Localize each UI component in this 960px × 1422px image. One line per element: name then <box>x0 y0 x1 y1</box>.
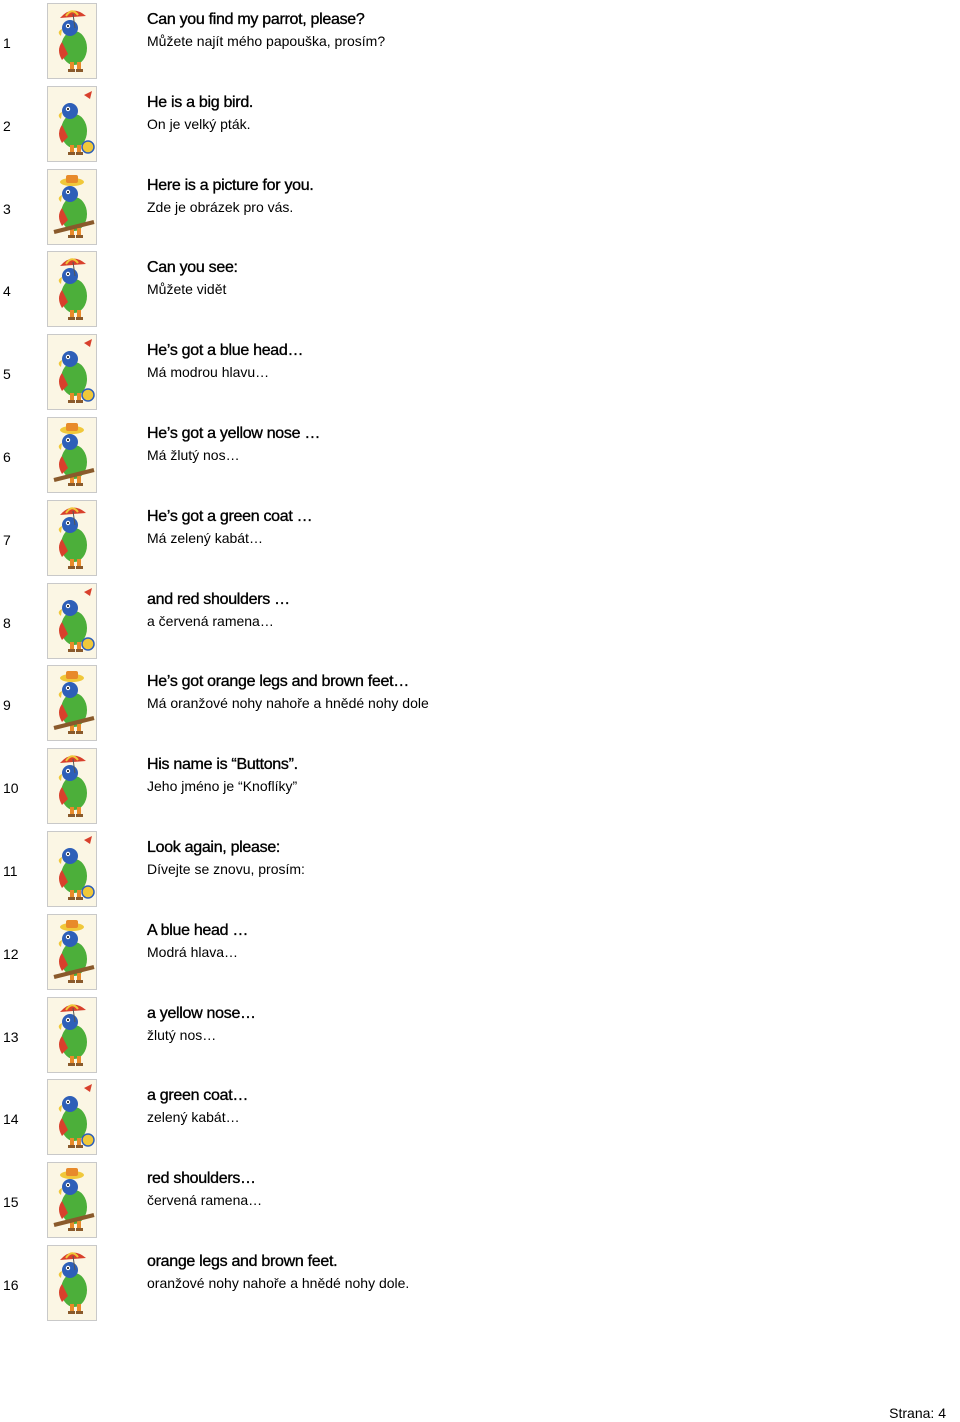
parrot-image <box>47 583 97 659</box>
english-phrase: orange legs and brown feet. <box>147 1253 338 1270</box>
czech-translation: Jeho jméno je “Knoflíky” <box>147 778 298 794</box>
parrot-image <box>47 3 97 79</box>
english-phrase: A blue head … <box>147 922 249 939</box>
parrot-icon <box>48 749 96 823</box>
phrase-row <box>0 1245 960 1325</box>
phrase-row <box>0 665 960 745</box>
english-phrase: He is a big bird. <box>147 94 254 111</box>
czech-translation: Má žlutý nos… <box>147 447 240 463</box>
phrase-row <box>0 1162 960 1242</box>
row-number: 16 <box>3 1277 19 1293</box>
parrot-image <box>47 334 97 410</box>
parrot-image <box>47 665 97 741</box>
row-number: 8 <box>3 615 11 631</box>
row-number: 15 <box>3 1194 19 1210</box>
czech-translation: Má oranžové nohy nahoře a hnědé nohy dole <box>147 695 429 711</box>
phrase-row <box>0 3 960 83</box>
english-phrase: and red shoulders … <box>147 591 290 608</box>
row-number: 7 <box>3 532 11 548</box>
row-number: 13 <box>3 1029 19 1045</box>
parrot-image <box>47 914 97 990</box>
phrase-row <box>0 1079 960 1159</box>
english-phrase: Can you find my parrot, please? <box>147 11 365 28</box>
row-number: 12 <box>3 946 19 962</box>
czech-translation: oranžové nohy nahoře a hnědé nohy dole. <box>147 1275 410 1291</box>
english-phrase: His name is “Buttons”. <box>147 756 298 773</box>
czech-translation: Modrá hlava… <box>147 944 239 960</box>
english-phrase: Can you see: <box>147 259 238 276</box>
row-number: 10 <box>3 780 19 796</box>
parrot-icon <box>48 252 96 326</box>
row-number: 11 <box>3 863 18 879</box>
phrase-row <box>0 86 960 166</box>
row-number: 3 <box>3 201 11 217</box>
parrot-image <box>47 251 97 327</box>
phrase-row <box>0 169 960 249</box>
parrot-icon <box>48 4 96 78</box>
parrot-image <box>47 500 97 576</box>
czech-translation: Má zelený kabát… <box>147 530 263 546</box>
phrase-row <box>0 831 960 911</box>
parrot-image <box>47 169 97 245</box>
czech-translation: Můžete najít mého papouška, prosím? <box>147 33 386 49</box>
phrase-row <box>0 417 960 497</box>
phrase-row <box>0 997 960 1077</box>
phrase-row <box>0 914 960 994</box>
parrot-icon <box>48 832 96 906</box>
english-phrase: Look again, please: <box>147 839 281 856</box>
phrase-row <box>0 748 960 828</box>
row-number: 14 <box>3 1111 19 1127</box>
czech-translation: Dívejte se znovu, prosím: <box>147 861 305 877</box>
parrot-image <box>47 1162 97 1238</box>
parrot-icon <box>48 1246 96 1320</box>
english-phrase: He’s got a yellow nose … <box>147 425 321 442</box>
parrot-icon <box>48 915 96 989</box>
czech-translation: a červená ramena… <box>147 613 274 629</box>
english-phrase: a yellow nose… <box>147 1005 256 1022</box>
parrot-icon <box>48 1080 96 1154</box>
row-number: 2 <box>3 118 11 134</box>
row-number: 9 <box>3 697 11 713</box>
phrase-row <box>0 583 960 663</box>
parrot-image <box>47 997 97 1073</box>
phrase-row <box>0 500 960 580</box>
phrase-row <box>0 334 960 414</box>
parrot-icon <box>48 335 96 409</box>
phrase-row <box>0 251 960 331</box>
parrot-icon <box>48 87 96 161</box>
page-number: Strana: 4 <box>889 1405 946 1421</box>
czech-translation: Zde je obrázek pro vás. <box>147 199 294 215</box>
parrot-image <box>47 748 97 824</box>
row-number: 1 <box>3 35 11 51</box>
czech-translation: žlutý nos… <box>147 1027 217 1043</box>
english-phrase: a green coat… <box>147 1087 249 1104</box>
parrot-icon <box>48 418 96 492</box>
english-phrase: red shoulders… <box>147 1170 256 1187</box>
row-number: 6 <box>3 449 11 465</box>
english-phrase: He’s got a green coat … <box>147 508 313 525</box>
parrot-icon <box>48 1163 96 1237</box>
row-number: 5 <box>3 366 11 382</box>
english-phrase: He’s got a blue head… <box>147 342 304 359</box>
parrot-image <box>47 417 97 493</box>
parrot-image <box>47 1079 97 1155</box>
parrot-icon <box>48 666 96 740</box>
czech-translation: Má modrou hlavu… <box>147 364 270 380</box>
parrot-icon <box>48 998 96 1072</box>
parrot-image <box>47 831 97 907</box>
czech-translation: On je velký pták. <box>147 116 251 132</box>
czech-translation: červená ramena… <box>147 1192 263 1208</box>
parrot-icon <box>48 584 96 658</box>
czech-translation: Můžete vidět <box>147 281 227 297</box>
english-phrase: He’s got orange legs and brown feet… <box>147 673 409 690</box>
english-phrase: Here is a picture for you. <box>147 177 314 194</box>
parrot-image <box>47 86 97 162</box>
parrot-icon <box>48 170 96 244</box>
czech-translation: zelený kabát… <box>147 1109 240 1125</box>
parrot-icon <box>48 501 96 575</box>
row-number: 4 <box>3 283 11 299</box>
parrot-image <box>47 1245 97 1321</box>
